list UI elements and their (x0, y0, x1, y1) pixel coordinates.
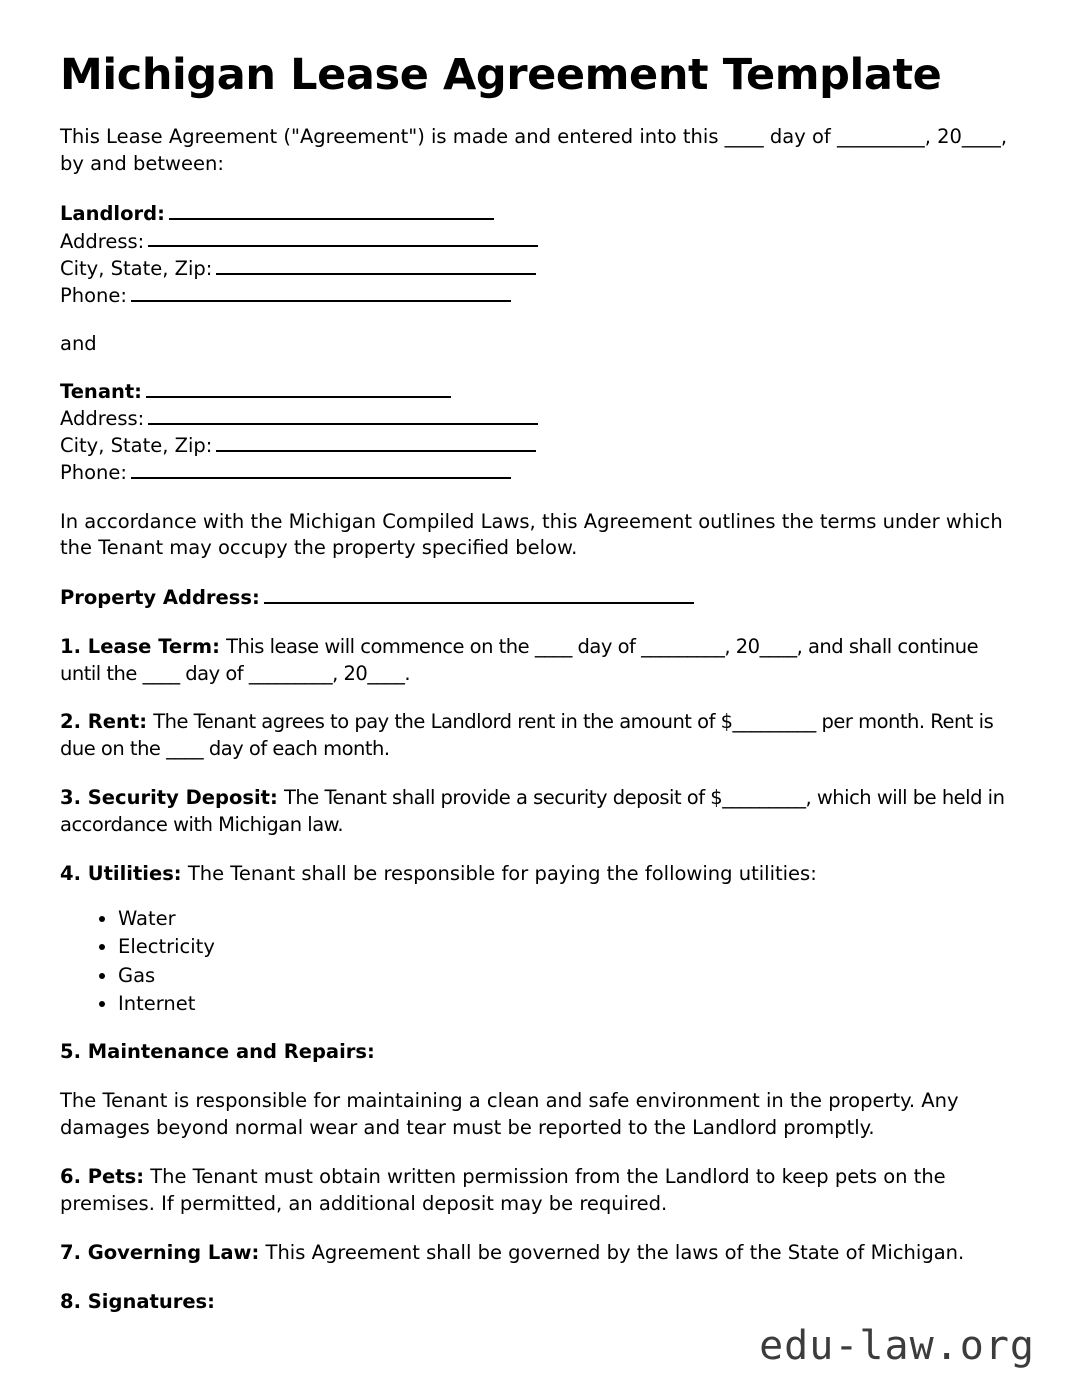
landlord-csz-label: City, State, Zip: (60, 256, 213, 280)
landlord-phone-blank[interactable] (131, 282, 511, 302)
list-item: • Internet (118, 991, 1018, 1017)
section-pets-body: The Tenant must obtain written permission from the Landlord to keep pets on the premises. If permitted, an additional deposit may be required. (60, 1164, 946, 1215)
landlord-name-blank[interactable] (169, 200, 494, 220)
landlord-phone-row (60, 282, 1018, 309)
tenant-csz-label: City, State, Zip: (60, 434, 213, 457)
section-governing-law (60, 1240, 1018, 1267)
accordance-paragraph: In accordance with the Michigan Compiled Laws, this Agreement outlines the terms under which the Tenant may occupy the property specified below. (60, 509, 1003, 560)
tenant-block (60, 378, 1018, 487)
list-item: • Gas (118, 963, 1018, 989)
list-item: • Electricity (118, 934, 1018, 960)
utilities-list (60, 906, 1018, 1017)
section-rent-body: The Tenant agrees to pay the Landlord rent in the amount of $_________ per month. Rent is due on the ____ day of each month. (60, 710, 994, 761)
tenant-name-label: Tenant: (60, 379, 142, 403)
site-watermark: edu-law.org (759, 1323, 1035, 1369)
landlord-address-row (60, 228, 1018, 255)
section-lease-term-label: 1. Lease Term: (60, 634, 220, 658)
section-governing-law-label: 7. Governing Law: (60, 1240, 260, 1264)
landlord-csz-row (60, 255, 1018, 282)
section-signatures-heading: 8. Signatures: (60, 1289, 215, 1313)
section-lease-term-body: This lease will commence on the ____ day of _________, 20____, and shall continue until the ____ day of _________, 20____. (60, 634, 979, 685)
landlord-name-label: Landlord: (60, 202, 165, 226)
tenant-csz-blank[interactable] (216, 432, 536, 452)
section-security-deposit-body: The Tenant shall provide a security deposit of $_________, which will be held in accordance with Michigan law. (60, 786, 1005, 837)
section-maintenance-heading: 5. Maintenance and Repairs: (60, 1040, 375, 1064)
tenant-csz-row (60, 432, 1018, 459)
landlord-name-row (60, 200, 1018, 227)
tenant-phone-blank[interactable] (131, 459, 511, 479)
property-address-blank[interactable] (264, 584, 694, 604)
property-address-label: Property Address: (60, 586, 260, 610)
landlord-address-blank[interactable] (148, 228, 538, 248)
tenant-name-row (60, 378, 1018, 405)
landlord-block (60, 200, 1018, 309)
section-pets-label: 6. Pets: (60, 1164, 145, 1188)
section-pets (60, 1164, 1018, 1218)
section-lease-term (60, 634, 1018, 688)
landlord-address-label: Address: (60, 229, 145, 253)
section-utilities-label: 4. Utilities: (60, 862, 182, 886)
section-security-deposit (60, 785, 1018, 839)
property-address-block (60, 584, 1018, 611)
tenant-phone-label: Phone: (60, 461, 127, 485)
page-title: Michigan Lease Agreement Template (60, 50, 942, 100)
tenant-phone-row (60, 459, 1018, 486)
property-address-row (60, 584, 1018, 611)
section-utilities-body: The Tenant shall be responsible for paying the following utilities: (187, 862, 817, 886)
section-utilities (60, 861, 1018, 888)
section-rent-label: 2. Rent: (60, 710, 148, 734)
tenant-address-blank[interactable] (148, 405, 538, 425)
landlord-csz-blank[interactable] (216, 255, 536, 275)
tenant-address-row (60, 405, 1018, 432)
list-item: • Water (118, 906, 1018, 932)
intro-paragraph: This Lease Agreement ("Agreement") is made and entered into this ____ day of _________, 20____, by and between: (60, 125, 1008, 176)
section-maintenance-body: The Tenant is responsible for maintaining a clean and safe environment in the property. Any damages beyond normal wear and tear must be reported to the Landlord promptly. (60, 1089, 959, 1140)
section-rent (60, 709, 1018, 763)
landlord-phone-label: Phone: (60, 283, 127, 307)
section-governing-law-body: This Agreement shall be governed by the laws of the State of Michigan. (265, 1240, 965, 1264)
conjunction-and: and (60, 332, 97, 356)
tenant-name-blank[interactable] (146, 378, 451, 398)
tenant-address-label: Address: (60, 406, 145, 430)
section-security-deposit-label: 3. Security Deposit: (60, 786, 278, 810)
